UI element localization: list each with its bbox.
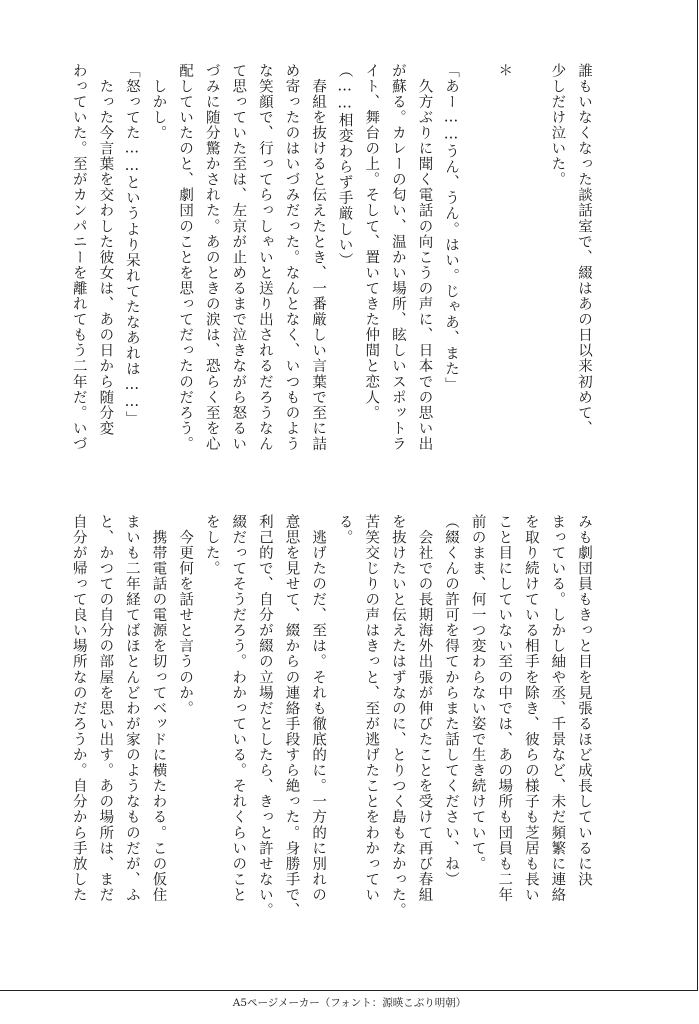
page-footer: A5ページメーカー（フォント：源暎こぶり明朝） — [232, 997, 467, 1009]
lower-text-block: みも劇団員もきっと目を見張るほど成長しているに決 まっている。しかし紬や丞、千景など、未だ頻繁に連絡 を取り続けている相手を除き、彼らの様子も芝居も長い こと目にしていない至の中では、あの場所も団員も二年 前のまま、何一つ変わらない姿で生き続けていて。 （綴くんの許可を得てからまた話してください、ね） 会社での長期海外出張が伸びたことを受けて再び春組 を抜けたいと伝えたはずなのに、とりつく島もなかった。 苦笑交じりの声はきっと、至が逃げたことをわかってい る。 逃げたのだ、至は。それも徹底的に。一方的に別れの 意思を見せて、綴からの連絡手段すら絶った。身勝手で、 利己的で、自分が綴の立場だとしたら、きっと許せない。 綴だってそうだろう。わかっている。それくらいのこと をした。 今更何を話せと言うのか。 携帯電話の電源を切ってベッドに横たわる。この仮住 まいも二年経てばほとんどわが家のようなものだが、ふ と、かつての自分の部屋を思い出す。あの場所は、まだ 自分が帰って良い場所なのだろうか。自分から手放した — [70, 514, 592, 919]
upper-text-block: 誰もいなくなった談話室で、綴はあの日以来初めて、 少しだけ泣いた。 ＊ 「あー……うん、うん。はい。じゃあ、また」 久方ぶりに聞く電話の向こうの声に、日本での思い出 が蘇る。カレーの匂い、温かい場所、眩しいスポットラ イト、舞台の上。そして、置いてきた仲間と恋人。 （……相変わらず手厳しい） 春組を抜けると伝えたとき、一番厳しい言葉で至に詰 め寄ったのはいづみだった。なんとなく、いつものよう な笑顔で、行ってらっしゃいと送り出されるだろうなん て思っていた至は、左京が止めるまで泣きながら怒るい づみに随分驚かされた。あのときの涙は、恐らく至を心 配していたのと、劇団のことを思ってだったのだろう。 しかし。 「怒ってた……というより呆れてたなあれは……」 たった今言葉を交わした彼女は、あの日から随分変 わっていた。至がカンパニーを離れてもう二年だ。いづ — [70, 63, 592, 452]
